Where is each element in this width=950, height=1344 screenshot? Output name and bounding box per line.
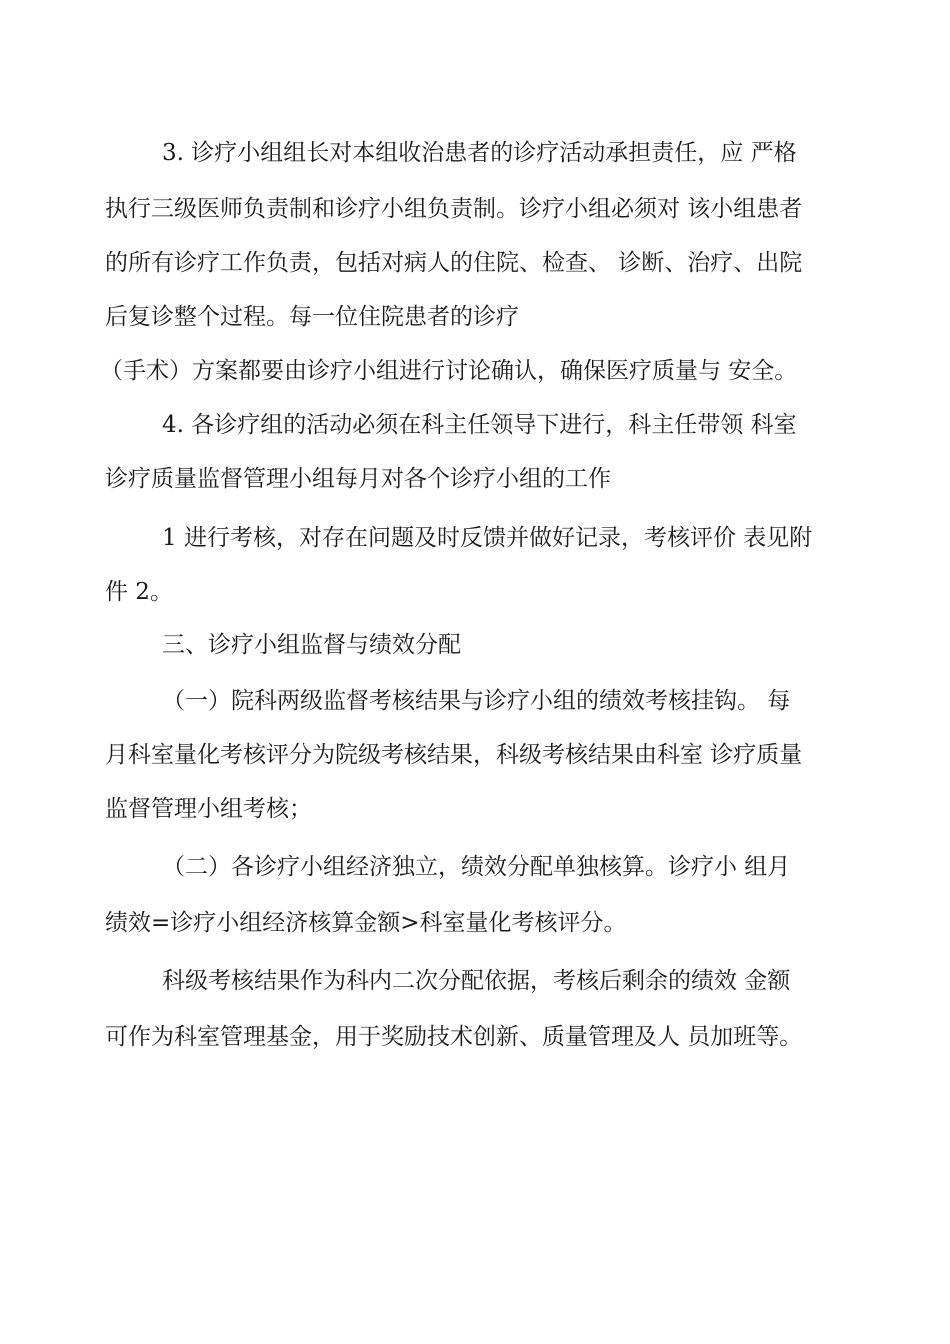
text-line: 执行三级医师负责制和诊疗小组负责制。诊疗小组必须对 该小组患者 — [105, 196, 803, 222]
text-line: 诊疗质量监督管理小组每月对各个诊疗小组的工作 — [105, 466, 611, 492]
text-line: （一）院科两级监督考核结果与诊疗小组的绩效考核挂钩。 每 — [162, 688, 791, 714]
text-line: 可作为科室管理基金，用于奖励技术创新、质量管理及人 员加班等。 — [105, 1024, 803, 1050]
section-heading: 三、诊疗小组监督与绩效分配 — [162, 632, 461, 658]
text-line: 件 2。 — [105, 579, 173, 605]
text-line: 月科室量化考核评分为院级考核结果，科级考核结果由科室 诊疗质量 — [105, 742, 803, 768]
text-line: 后复诊整个过程。每一位住院患者的诊疗 — [105, 304, 519, 330]
text-line: 科级考核结果作为科内二次分配依据，考核后剩余的绩效 金额 — [162, 968, 791, 994]
text-line: 3. 诊疗小组组长对本组收治患者的诊疗活动承担责任，应 严格 — [162, 140, 797, 166]
text-line: 1 进行考核，对存在问题及时反馈并做好记录，考核评价 表见附 — [162, 525, 813, 551]
text-line: 的所有诊疗工作负责，包括对病人的住院、检查、 诊断、治疗、出院 — [105, 250, 803, 276]
text-line: 绩效=诊疗小组经济核算金额>科室量化考核评分。 — [105, 910, 627, 936]
text-line: （手术）方案都要由诊疗小组进行讨论确认，确保医疗质量与 安全。 — [100, 358, 798, 384]
text-line: 监督管理小组考核； — [105, 796, 312, 822]
text-line: 4. 各诊疗组的活动必须在科主任领导下进行，科主任带领 科室 — [162, 412, 797, 438]
text-line: （二）各诊疗小组经济独立，绩效分配单独核算。诊疗小 组月 — [162, 854, 791, 880]
